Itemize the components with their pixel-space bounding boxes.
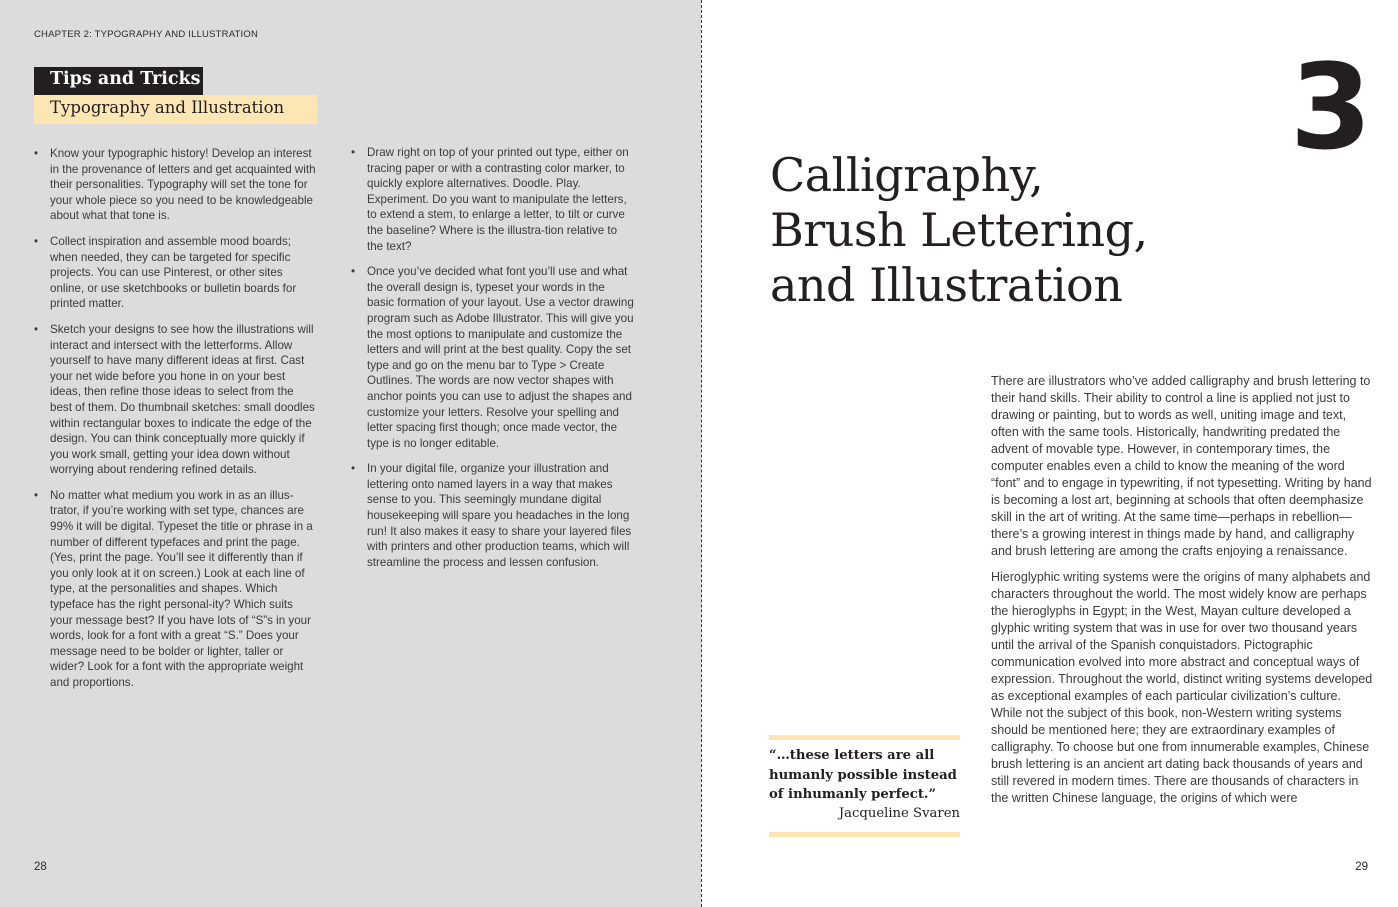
chapter-title-line: Calligraphy, bbox=[770, 148, 1044, 202]
tip-text: Sketch your designs to see how the illustrations will interact and intersect with the letterforms. Allow yourself to have many different ideas at first. Cast your net wide before you hone in on your best ideas, then refine those ideas to select from the best of them. Do thumbnail sketches: small doodles within rectangular boxes to indicate the edge of the design. You can think conceptually more quickly if you work small, getting your idea down without worrying about rendering refined details. bbox=[50, 322, 315, 477]
tips-column-1 bbox=[34, 146, 318, 701]
pull-quote-rule-top bbox=[769, 735, 960, 740]
pull-quote-attribution: Jacqueline Svaren bbox=[838, 806, 960, 821]
pull-quote-rule-bottom bbox=[769, 832, 960, 837]
bullet-icon: • bbox=[34, 488, 39, 502]
tip-text: Collect inspiration and assemble mood boards; when needed, they can be targeted for specific projects. You can use Pinterest, or other sites online, or use sketchbooks or bulletin boards for printed matter. bbox=[50, 234, 297, 311]
tip-item bbox=[351, 264, 635, 451]
sidebar-title: Tips and Tricks bbox=[50, 69, 201, 89]
body-paragraph: There are illustrators who’ve added calligraphy and brush lettering to their hand skills. Their ability to control a line is applied not just to drawing or painting, but to words as well, uniting image and text, often with the same tools. Historically, handwriting predated the advent of movable type. However, in contemporary times, the computer enables even a child to know the meaning of the word “font” and to engage in typewriting, if not typesetting. Writing by hand is becoming a lost art, beginning at schools that often deemphasize skill in the art of writing. At the same time—perhaps in rebellion—there’s a growing interest in things made by hand, and calligraphy and brush lettering are among the crafts enjoying a renaissance. bbox=[991, 374, 1372, 558]
tip-text: Once you’ve decided what font you’ll use and what the overall design is, typeset your words in the basic formation of your layout. Use a vector drawing program such as Adobe Illustrator. This will give you the most options to manipulate and customize the letters and will print at the best quality. Copy the set type and go on the menu bar to Type > Create Outlines. The words are now vector shapes with anchor points you can use to adjust the shapes and customize your letters. Resolve your spelling and letter spacing first though; once made vector, the type is no longer editable. bbox=[367, 265, 634, 450]
pull-quote: “…these letters are all humanly possible instead of inhumanly perfect.” bbox=[769, 748, 957, 802]
sidebar-subtitle: Typography and Illustration bbox=[50, 98, 285, 117]
tip-text: In your digital file, organize your illustration and lettering onto named layers in a way that makes sense to you. This seemingly mundane digital housekeeping will spare you headaches in the long run! It also makes it easy to share your layered files with printers and other production teams, which will streamline the process and lessen confusion. bbox=[367, 462, 632, 569]
tip-item bbox=[34, 488, 318, 691]
body-paragraph: Hieroglyphic writing systems were the origins of many alphabets and characters throughout the world. The most widely know are perhaps the hieroglyphs in Egypt; in the West, Mayan culture developed a glyphic writing system that was in use for over two thousand years until the arrival of the Spanish conquistadors. Pictographic communication evolved into more abstract and conceptual ways of expression. Throughout the world, distinct writing systems developed as exceptional examples of each particular civilization’s culture. While not the subject of this book, non-Western writing systems should be mentioned here; they are extraordinary examples of calligraphy. To choose but one from innumerable examples, Chinese brush lettering is an ancient art dating back thousands of years and still revered in modern times. There are thousands of characters in the written Chinese language, the origins of which were bbox=[991, 570, 1373, 805]
bullet-icon: • bbox=[34, 234, 39, 248]
bullet-icon: • bbox=[34, 322, 39, 336]
bullet-icon: • bbox=[351, 265, 356, 279]
bullet-icon: • bbox=[351, 146, 356, 159]
body-text bbox=[991, 373, 1373, 816]
tip-text: Draw right on top of your printed out type, either on tracing paper or with a contrasting color marker, to quickly explore alternatives. Doodle. Play. Experiment. Do you want to manipulate the letters, to extend a stem, to enlarge a letter, to tilt or curve the baseline? Where is the illustra-tion relative to the text? bbox=[367, 146, 629, 253]
page-number-right: 29 bbox=[1355, 861, 1368, 873]
right-page bbox=[702, 0, 1398, 907]
chapter-number: 3 bbox=[1289, 38, 1372, 176]
tip-item bbox=[34, 322, 318, 478]
chapter-title-line: Brush Lettering, bbox=[770, 203, 1148, 257]
page-number-left: 28 bbox=[34, 861, 47, 873]
tip-text: Know your typographic history! Develop an interest in the provenance of letters and get acquainted with their personalities. Typography will set the tone for your whole piece so you need to be knowledgeable about what that tone is. bbox=[50, 147, 316, 223]
chapter-title bbox=[770, 148, 1270, 313]
tip-item bbox=[34, 234, 318, 312]
running-head: CHAPTER 2: TYPOGRAPHY AND ILLUSTRATION bbox=[34, 29, 259, 40]
tip-item bbox=[34, 146, 318, 224]
tips-column-2 bbox=[351, 145, 635, 580]
bullet-icon: • bbox=[351, 462, 356, 476]
tip-item bbox=[351, 145, 635, 254]
bullet-icon: • bbox=[34, 147, 39, 160]
chapter-title-line: and Illustration bbox=[770, 258, 1123, 312]
tip-item bbox=[351, 461, 635, 570]
tip-text: No matter what medium you work in as an illus-trator, if you’re working with set type, chances are 99% it will be digital. Typeset the title or phrase in a number of different typefaces and print the page. (Yes, print the page. You’ll see it differently than if you only look at it on screen.) Look at each line of type, at the personalities and shapes. Which typeface has the right personal-ity? Which suits your message best? If you have lots of “S”s in your words, look for a font with a great “S.” Does your message need to be bolder or lighter, taller or wider? Look for a font with the appropriate weight and proportions. bbox=[50, 488, 313, 689]
